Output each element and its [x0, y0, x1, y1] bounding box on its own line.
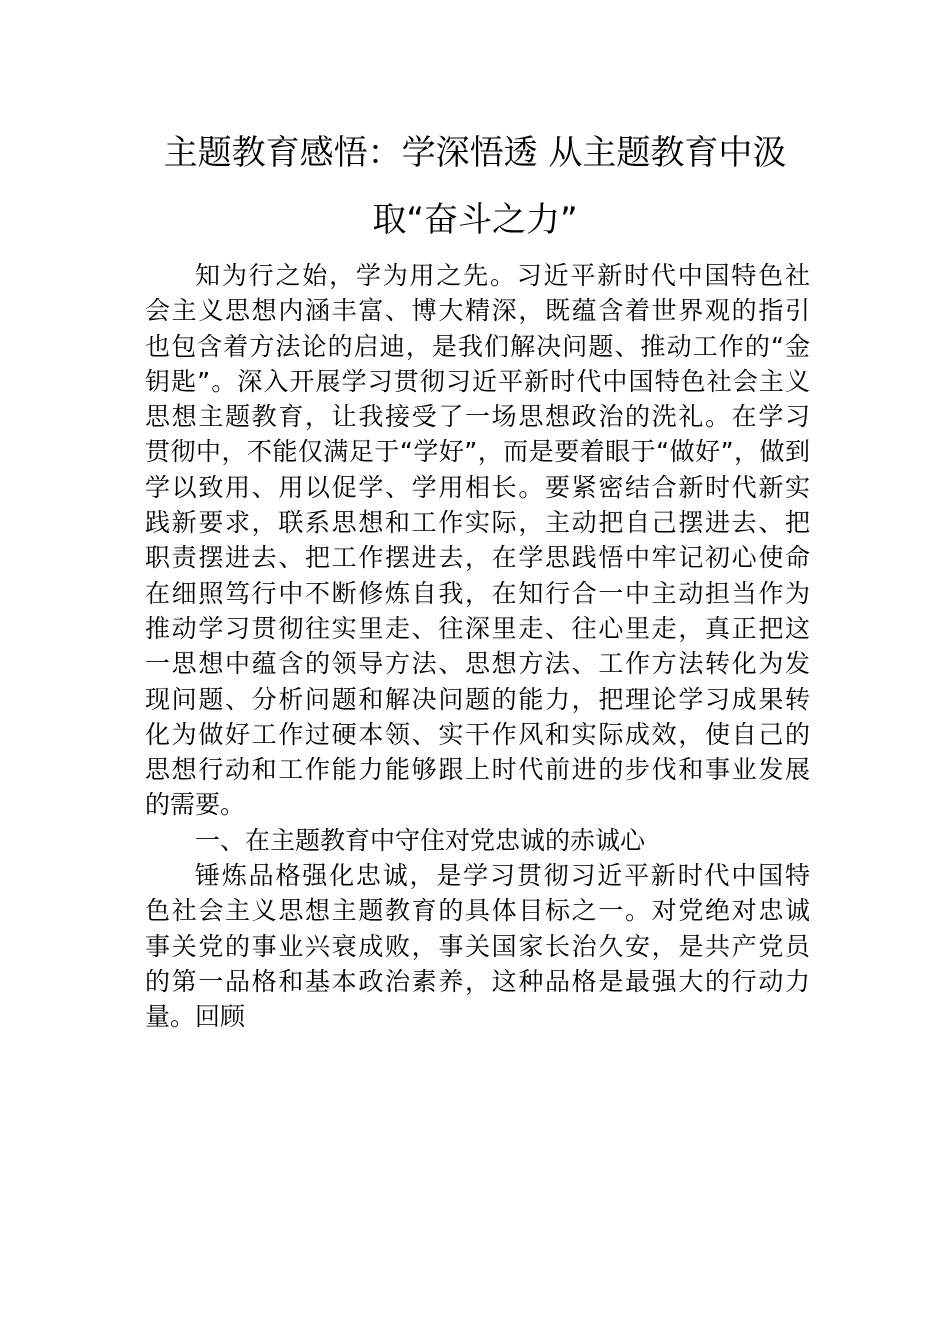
body-line: 知为行之始，学为用之先。习近平新时代中国特色社 [195, 261, 810, 290]
body-line: 推动学习贯彻往实里走、往深里走、往心里走，真正把这 [145, 613, 810, 643]
body-line: 也包含着方法论的启迪，是我们解决问题、推动工作的“金 [145, 331, 810, 361]
body-line: 锤炼品格强化忠诚，是学习贯彻习近平新时代中国特 [195, 861, 810, 891]
body-line: 思想主题教育，让我接受了一场思想政治的洗礼。在学习 [145, 402, 810, 432]
body-line: 现问题、分析问题和解决问题的能力，把理论学习成果转 [145, 684, 810, 714]
document-title-line-1: 主题教育感悟：学深悟透 从主题教育中汲 [163, 133, 787, 173]
body-line: 化为做好工作过硬本领、实干作风和实际成效，使自己的 [145, 719, 810, 749]
body-line: 量。回顾 [145, 1002, 246, 1032]
section-heading: 一、在主题教育中守住对党忠诚的赤诚心 [195, 825, 646, 855]
body-line: 在细照笃行中不断修炼自我，在知行合一中主动担当作为 [145, 578, 810, 608]
body-line: 会主义思想内涵丰富、博大精深，既蕴含着世界观的指引 [145, 296, 810, 326]
document-title-line-2: 取“奋斗之力” [372, 200, 578, 240]
body-line: 贯彻中，不能仅满足于“学好”，而是要着眼于“做好”，做到 [145, 437, 810, 467]
body-line: 的第一品格和基本政治素养，这种品格是最强大的行动力 [145, 966, 810, 996]
body-line: 色社会主义思想主题教育的具体目标之一。对党绝对忠诚 [145, 896, 810, 926]
body-line: 践新要求，联系思想和工作实际，主动把自己摆进去、把 [145, 508, 810, 538]
body-line: 思想行动和工作能力能够跟上时代前进的步伐和事业发展 [145, 755, 810, 785]
body-line: 学以致用、用以促学、学用相长。要紧密结合新时代新实 [145, 472, 810, 502]
body-line: 职责摆进去、把工作摆进去，在学思践悟中牢记初心使命 [145, 543, 810, 573]
body-line: 钥匙”。深入开展学习贯彻习近平新时代中国特色社会主义 [145, 366, 810, 396]
document-body [145, 258, 810, 1035]
body-line: 的需要。 [145, 790, 246, 820]
body-line: 一思想中蕴含的领导方法、思想方法、工作方法转化为发 [145, 649, 810, 679]
body-line: 事关党的事业兴衰成败，事关国家长治久安，是共产党员 [145, 931, 810, 961]
